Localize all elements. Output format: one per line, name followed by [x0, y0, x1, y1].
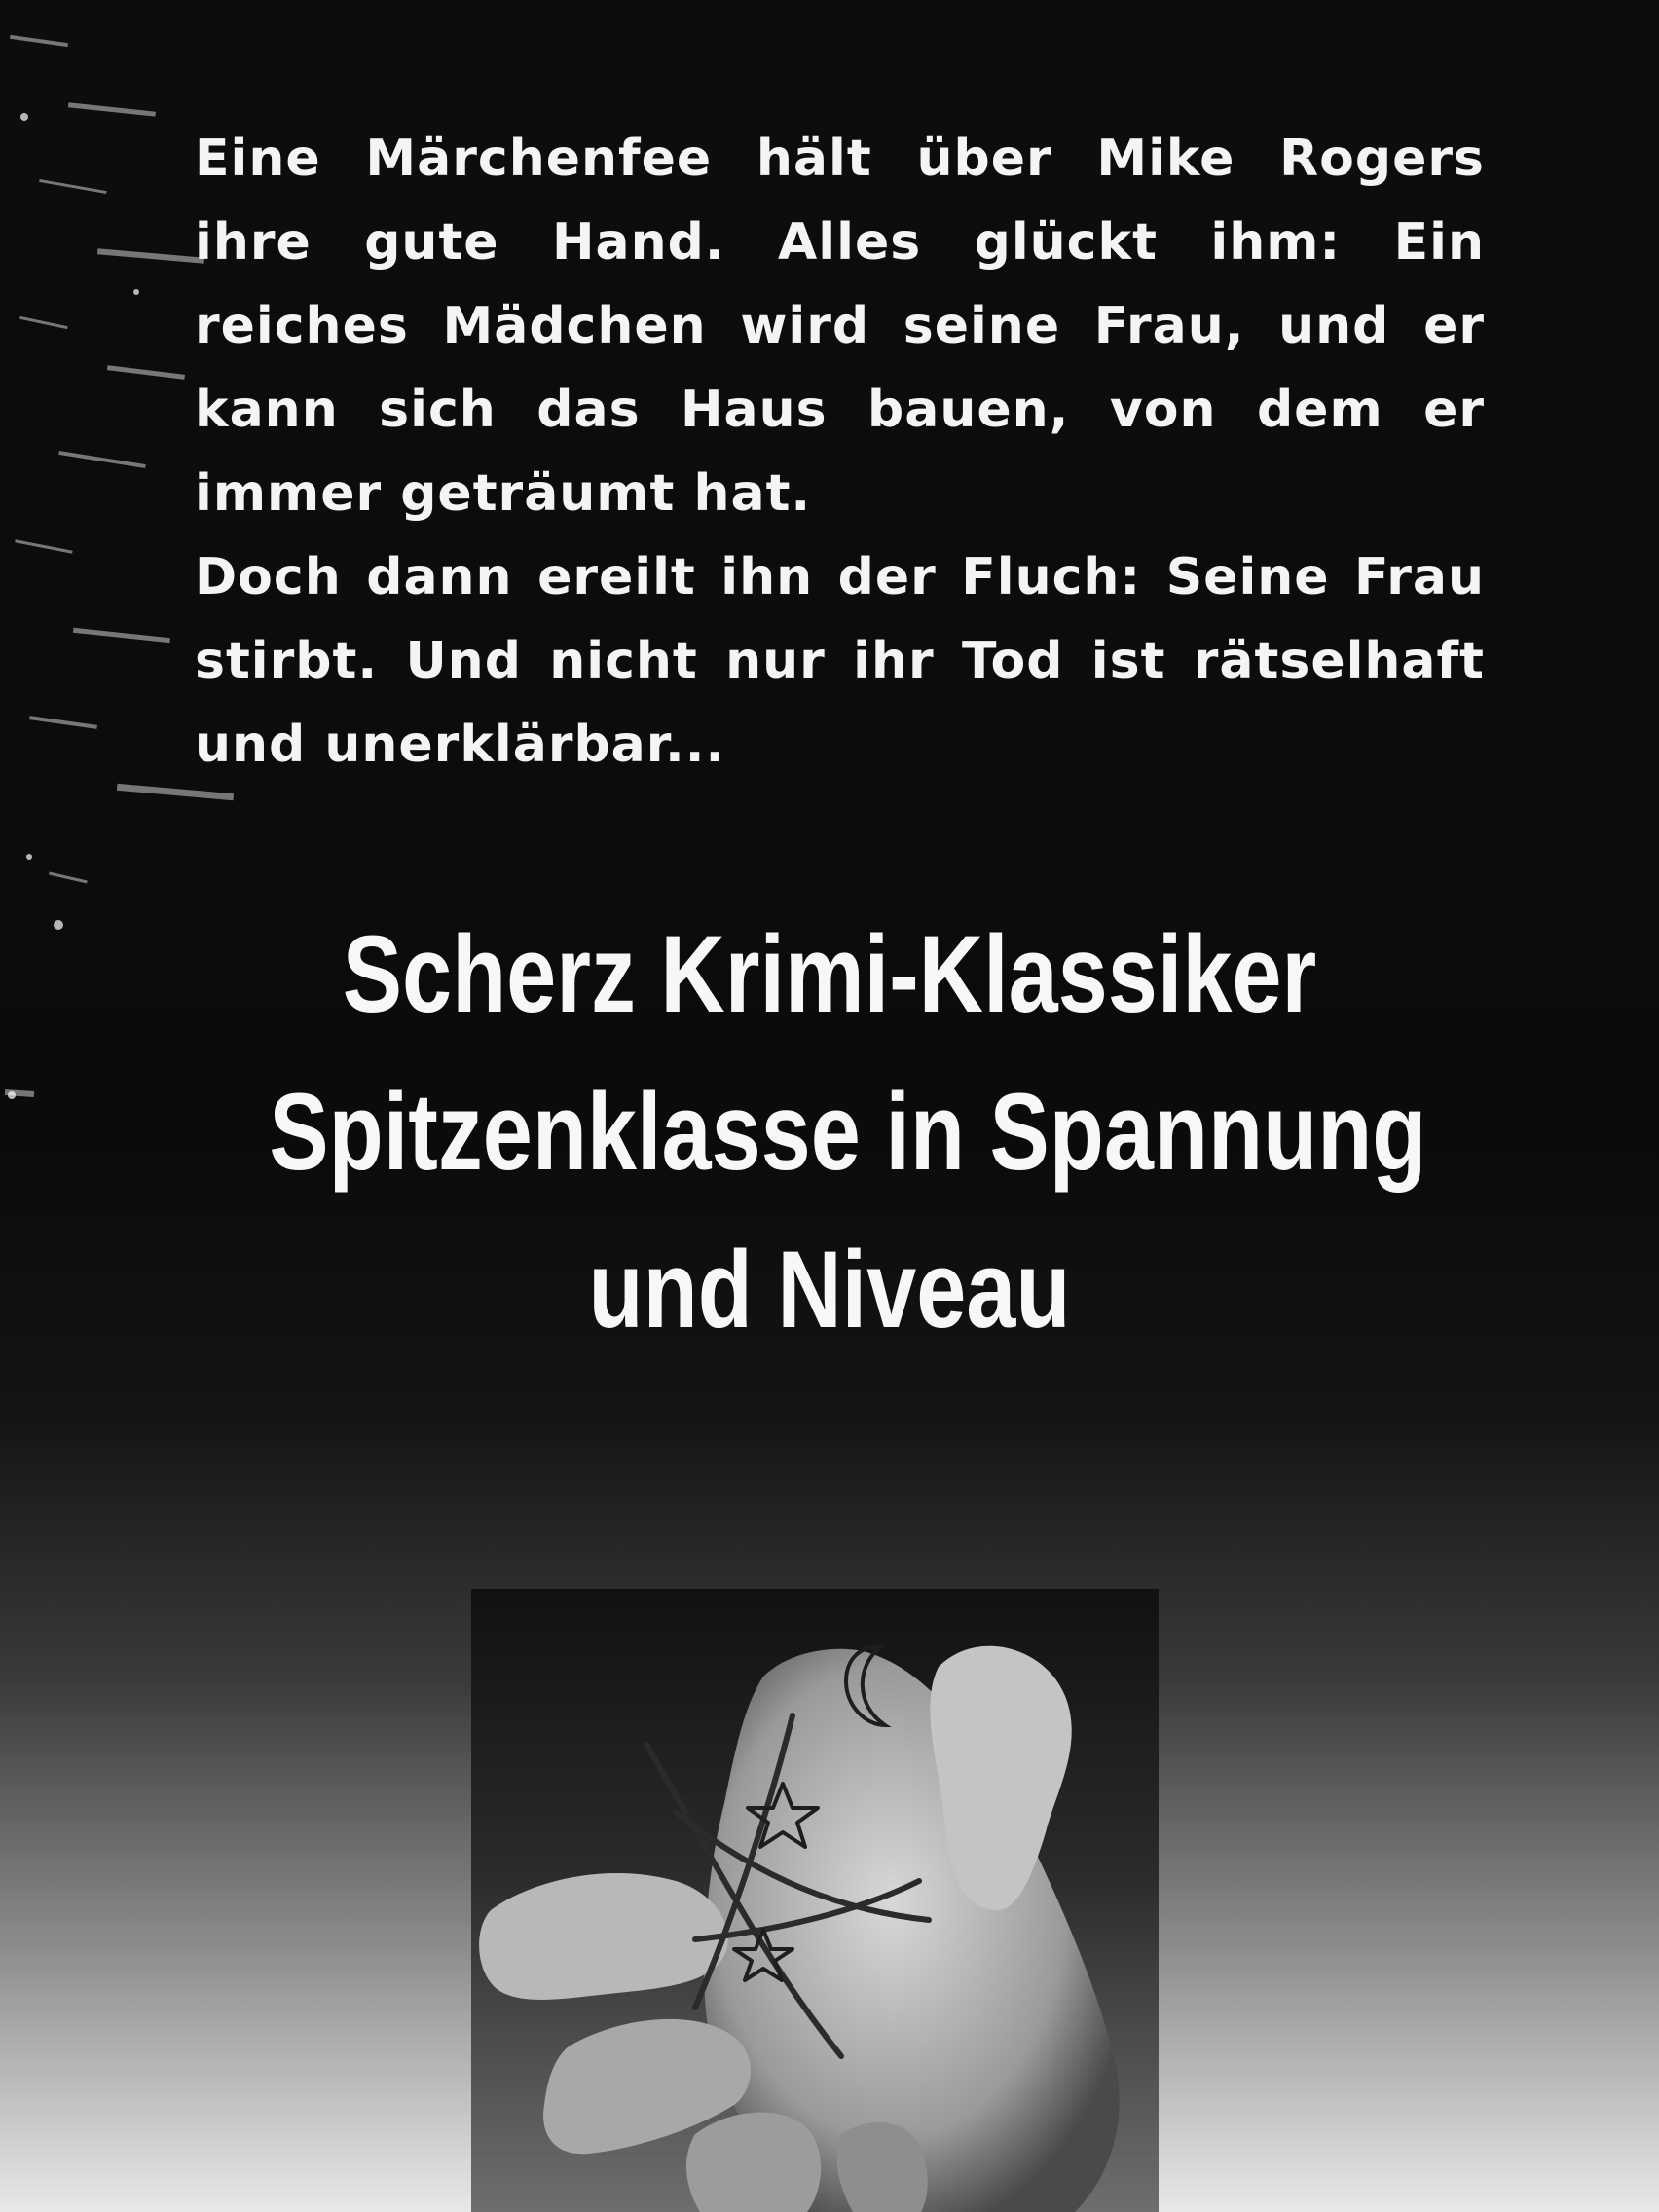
- blurb-paragraph-1: Eine Märchenfee hält über Mike Rogers ihre gute Hand. Alles glückt ihm: Ein reiches Mädchen wird seine Frau, und er kann sich das Haus bauen, von dem er immer geträumt hat.: [195, 129, 1485, 523]
- headline-line-2: Spitzenklasse in Spannung: [269, 1071, 1427, 1193]
- palm-photo: [471, 1589, 1159, 2212]
- blurb-text: [195, 117, 1485, 787]
- headline-line-3: und Niveau: [588, 1229, 1071, 1350]
- series-headline: [269, 896, 1427, 1369]
- blurb-paragraph-2: Doch dann ereilt ihn der Fluch: Seine Frau stirbt. Und nicht nur ihr Tod ist rätselhaft und unerklärbar...: [195, 548, 1485, 774]
- headline-line-1: Scherz Krimi-Klassiker: [342, 913, 1317, 1035]
